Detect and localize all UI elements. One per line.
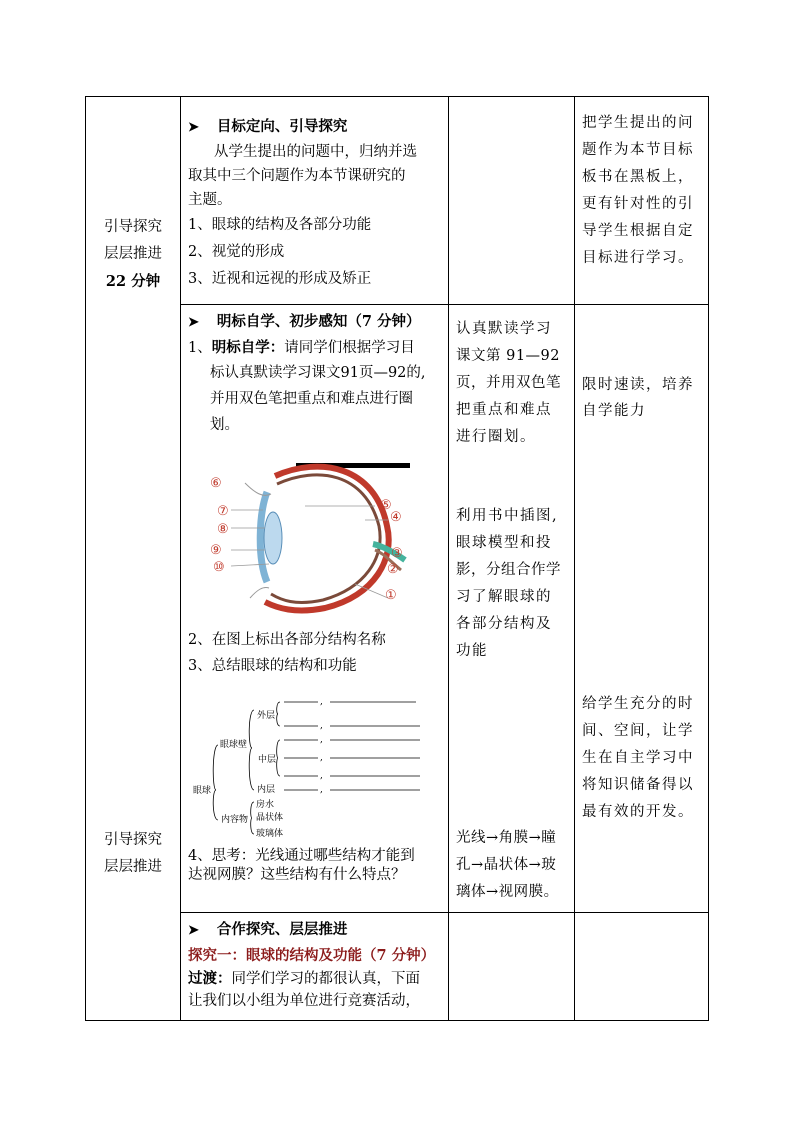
student-b-2: 眼球模型和投 (456, 535, 552, 551)
label-7: ⑦ (217, 504, 229, 519)
step1-line-2: 标认真默读学习课文91页—92的, (210, 365, 426, 381)
arrow-bullet-icon: ➤ (188, 923, 199, 938)
svg-text:,: , (320, 697, 323, 707)
intent-2b-1: 给学生充分的时 (582, 696, 694, 712)
intent-2a-1: 限时速读，培养 (582, 377, 694, 393)
student-b-1: 利用书中插图, (456, 508, 559, 524)
step2: 2、在图上标出各部分结构名称 (188, 632, 386, 648)
label-5: ⑤ (380, 498, 392, 513)
choroid-shape (271, 475, 380, 603)
svg-text:,: , (320, 785, 323, 795)
eye-structure-tree (188, 690, 438, 840)
tree-inner: 内层 (257, 785, 276, 795)
student-a-5: 进行圈划。 (456, 429, 536, 445)
tree-aqueous: 房水 (256, 800, 275, 810)
student-a-4: 把重点和难点 (456, 402, 552, 418)
student-b-4: 习了解眼球的 (456, 589, 552, 605)
tree-root: 眼球 (193, 786, 212, 796)
step4-line-1: 4、思考：光线通过哪些结构才能到 (188, 848, 415, 864)
tree-vitreous: 玻璃体 (256, 829, 284, 839)
eyelid-lower (250, 587, 269, 598)
section2-heading: ➤ 明标自学、初步感知（7 分钟） (188, 313, 421, 330)
svg-text:,: , (320, 735, 323, 745)
tree-middle: 中层 (258, 755, 277, 765)
eyeball-diagram (205, 458, 420, 618)
col-border-2 (448, 96, 449, 1021)
step4-line-2: 达视网膜？这些结构有什么特点？ (188, 867, 406, 883)
intent-1-line-2: 题作为本节目标 (582, 142, 694, 158)
student-a-2: 课文第 91—92 (456, 348, 561, 364)
sclera-shape (265, 467, 389, 611)
section1-intro-2: 取其中三个问题作为本节课研究的 (188, 168, 406, 184)
intent-1-line-5: 导学生根据自定 (582, 223, 694, 239)
step3: 3、总结眼球的结构和功能 (188, 658, 357, 674)
stage-label-2b: 层层推进 (104, 859, 162, 875)
table-top-border (85, 96, 709, 97)
stage-label-1b: 层层推进 (104, 246, 162, 262)
student-b-5: 各部分结构及 (456, 616, 552, 632)
col-border-0 (85, 96, 86, 1021)
row-divider-1 (180, 304, 709, 305)
row-divider-2 (180, 912, 709, 913)
tree-contents: 内容物 (221, 815, 249, 825)
step1-line-4: 划。 (210, 417, 239, 433)
svg-text:,: , (320, 771, 323, 781)
label-10: ⑩ (213, 560, 225, 575)
lens-shape (264, 512, 282, 564)
svg-text:,: , (320, 753, 323, 763)
student-a-3: 页，并用双色笔 (456, 375, 561, 391)
label-4: ④ (390, 510, 402, 525)
tree-outer: 外层 (257, 711, 276, 721)
label-1: ① (385, 588, 397, 603)
section1-heading: ➤ 目标定向、引导探究 (188, 118, 348, 135)
topic-1: 1、眼球的结构及各部分功能 (188, 217, 372, 233)
student-c-1: 光线→角膜→瞳 (456, 830, 557, 846)
tree-lens: 晶状体 (256, 813, 284, 823)
topic-2: 2、视觉的形成 (188, 244, 285, 260)
label-3: ③ (391, 546, 403, 561)
topic-3: 3、近视和远视的形成及矫正 (188, 271, 372, 287)
col-border-3 (574, 96, 575, 1021)
student-b-3: 影，分组合作学 (456, 562, 561, 578)
section3-heading: ➤ 合作探究、层层推进 (188, 921, 348, 938)
transition-line-2: 让我们以小组为单位进行竞赛活动， (188, 993, 420, 1009)
intent-1-line-1: 把学生提出的问 (582, 115, 694, 131)
section1-intro-3: 主题。 (188, 192, 232, 208)
stage-label-2a: 引导探究 (104, 832, 162, 848)
intent-2a-2: 自学能力 (582, 403, 646, 419)
step1-line-3: 并用双色笔把重点和难点进行圈 (210, 391, 413, 407)
student-c-2: 孔→晶状体→玻 (456, 857, 557, 873)
intent-2b-2: 间、空间，让学 (582, 723, 694, 739)
stage-duration: 22 分钟 (105, 273, 161, 290)
arrow-bullet-icon: ➤ (188, 315, 199, 330)
label-8: ⑧ (217, 522, 229, 537)
section1-intro-1: 从学生提出的问题中，归纳并选 (214, 144, 417, 160)
arrow-bullet-icon: ➤ (188, 120, 199, 135)
table-bottom-border (85, 1020, 709, 1021)
intent-1-line-3: 板书在黑板上， (582, 169, 694, 185)
student-c-3: 璃体→视网膜。 (456, 884, 559, 900)
intent-1-line-6: 目标进行学习。 (582, 250, 694, 266)
svg-text:,: , (320, 721, 323, 731)
col-border-1 (180, 96, 181, 1021)
transition-line-1: 过渡：同学们学习的都很认真，下面 (188, 970, 420, 987)
label-9: ⑨ (210, 543, 222, 558)
explore-1-heading: 探究一：眼球的结构及功能（7 分钟） (188, 947, 436, 964)
student-a-1: 认真默读学习 (456, 321, 552, 337)
intent-2b-3: 生在自主学习中 (582, 750, 694, 766)
step1-line-1: 1、明标自学：请同学们根据学习目 (188, 339, 415, 356)
student-b-6: 功能 (456, 643, 488, 659)
intent-1-line-4: 更有针对性的引 (582, 196, 694, 212)
intent-2b-5: 最有效的开发。 (582, 804, 694, 820)
tree-wall: 眼球壁 (220, 740, 248, 750)
label-6: ⑥ (210, 476, 222, 491)
col-border-4 (708, 96, 709, 1021)
stage-label-1a: 引导探究 (104, 219, 162, 235)
label-2: ② (387, 562, 399, 577)
intent-2b-4: 将知识储备得以 (582, 777, 694, 793)
